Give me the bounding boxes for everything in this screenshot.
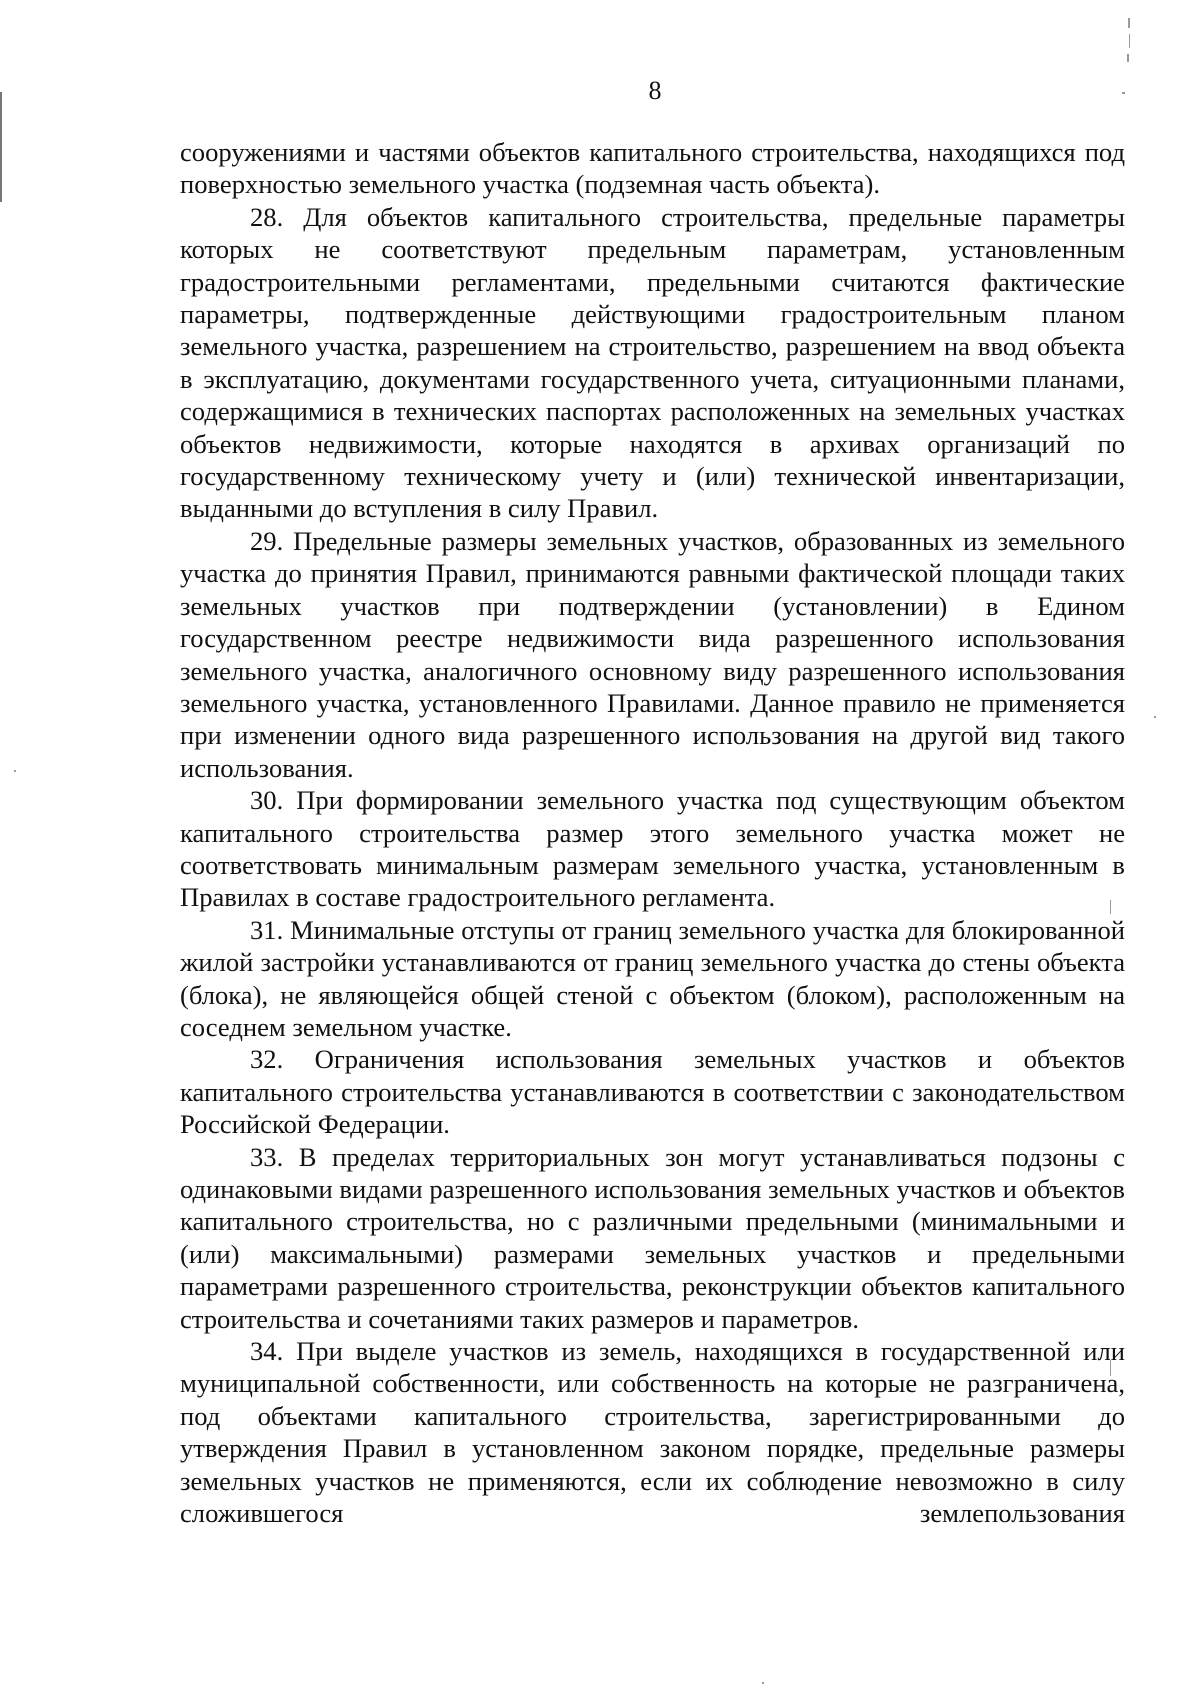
paragraph-33: 33. В пределах территориальных зон могут устанавливаться подзоны с одинаковыми видами разрешенного использования земельных участков и объектов капитального строительства, но с различными предельными (минимальными и (или) максимальными) размерами земельных участков и предельными параметрами разрешенного строительства, реконструкции объектов капитального строительства и сочетаниями таких размеров и параметров. [180,1141,1125,1334]
paragraph-continuation: сооружениями и частями объектов капитального строительства, находящихся под поверхностью земельного участка (подземная часть объекта). [180,137,1125,200]
scan-speck [1127,54,1129,62]
page-number: 8 [648,76,662,105]
document-body [180,136,1125,1529]
scan-speck [14,770,16,772]
paragraph-31: 31. Минимальные отступы от границ земельного участка для блокированной жилой застройки устанавливаются от границ земельного участка до стены объекта (блока), не являющейся общей стеной с объектом (блоком), расположенным на соседнем земельном участке. [180,914,1125,1042]
paragraph-34: 34. При выделе участков из земель, находящихся в государственной или муниципальной собственности, или собственность на которые не разграничена, под объектами капитального строительства, зарегистрированными до утверждения Правил в установленном законом порядке, предельные размеры земельных участков не применяются, если их соблюдение невозможно в силу сложившегося землепользования [180,1336,1125,1529]
scan-edge-mark [0,92,2,202]
scan-speck [1128,18,1130,28]
paragraph-28: 28. Для объектов капитального строительства, предельные параметры которых не соответствуют предельным параметрам, установленным градостроительными регламентами, предельными считаются фактические параметры, подтвержденные действующими градостроительным планом земельного участка, разрешением на строительство, разрешением на ввод объекта в эксплуатацию, документами государственного учета, ситуационными планами, содержащимися в технических паспортах расположенных на земельных участках объектов недвижимости, которые находятся в архивах организаций по государственному техническому учету и (или) технической инвентаризации, выданными до вступления в силу Правил. [180,201,1125,524]
scan-speck [762,1682,764,1684]
paragraph-32: 32. Ограничения использования земельных участков и объектов капитального строительства устанавливаются в соответствии с законодательством Российской Федерации. [180,1044,1125,1140]
scan-speck [1129,34,1130,48]
paragraph-29: 29. Предельные размеры земельных участков, образованных из земельного участка до принятия Правил, принимаются равными фактической площади таких земельных участков при подтверждении (установлении) в Едином государственном реестре недвижимости вида разрешенного использования земельного участка, аналогичного основному виду разрешенного использования земельного участка, установленного Правилами. Данное правило не применяется при изменении одного вида разрешенного использования на другой вид такого использования. [180,525,1125,783]
scan-speck [1154,716,1156,718]
paragraph-30: 30. При формировании земельного участка под существующим объектом капитального строительства размер этого земельного участка может не соответствовать минимальным размерам земельного участка, установленным в Правилах в составе градостроительного регламента. [180,785,1125,913]
